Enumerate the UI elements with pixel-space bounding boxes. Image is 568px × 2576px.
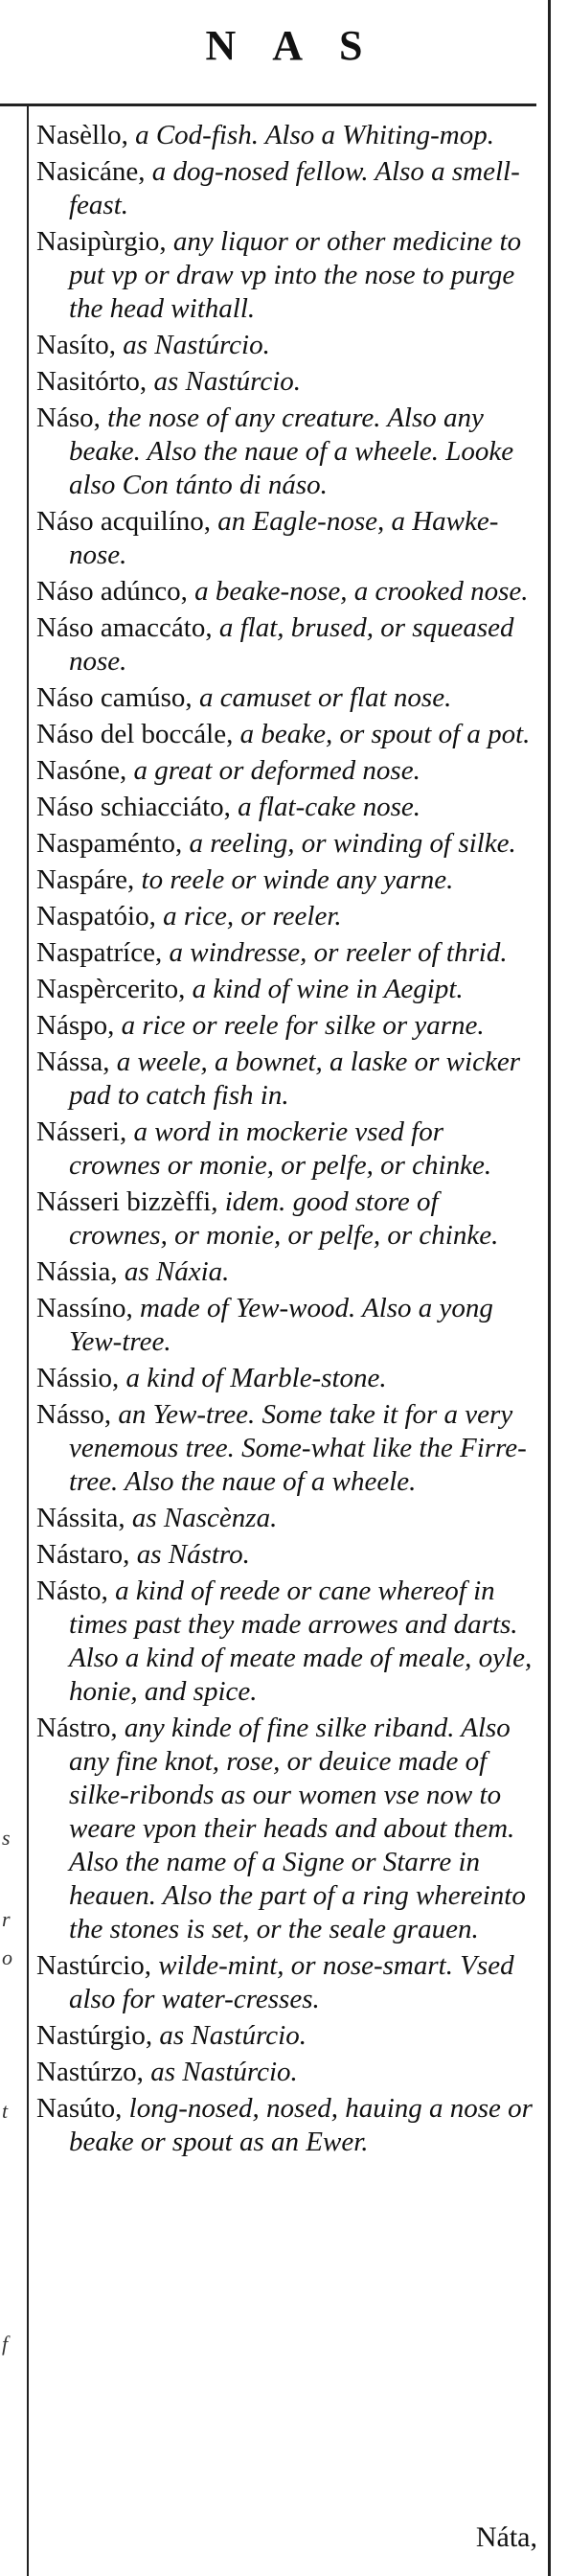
dictionary-entry — [36, 1502, 540, 1535]
entry-headword: Náso del boccále, — [36, 719, 234, 749]
dictionary-entry — [36, 575, 540, 609]
entry-headword: Nasúto, — [36, 2093, 123, 2124]
dictionary-entry — [36, 1538, 540, 1572]
entry-definition: a kind of wine in Aegipt. — [192, 974, 464, 1004]
entry-definition: as Nástro. — [136, 1539, 250, 1570]
entry-headword: Nastúrgio, — [36, 2020, 153, 2051]
entry-headword: Naspáre, — [36, 864, 135, 895]
dictionary-entry — [36, 973, 540, 1006]
entry-definition: a camuset or flat nose. — [198, 682, 452, 713]
dictionary-entry — [36, 505, 540, 572]
entry-definition: a reeling, or winding of silke. — [189, 828, 516, 859]
dictionary-entry — [36, 1712, 540, 1946]
entry-definition: any kinde of fine silke riband. Also any fine knot, rose, or deuice made of silke-ribonds as our women vse now to weare vpon their heads and about them. Also the name of a Signe or Starre in heauen. Also the part of a ring whereinto the stones is set, or the seale grauen. — [69, 1713, 526, 1944]
dictionary-entry — [36, 225, 540, 326]
entry-headword: Násseri bizzèffi, — [36, 1186, 218, 1217]
margin-mark: o — [2, 1945, 12, 1969]
dictionary-entry — [36, 1116, 540, 1183]
dictionary-entry — [36, 1185, 540, 1253]
dictionary-entry — [36, 791, 540, 824]
margin-mark: t — [2, 2099, 9, 2123]
entry-headword: Nástaro, — [36, 1539, 130, 1570]
entry-definition: a beake-nose, a crooked nose. — [194, 576, 529, 607]
entry-headword: Násto, — [36, 1576, 108, 1606]
entry-headword: Náso schiacciáto, — [36, 792, 231, 822]
entry-definition: a rice, or reeler. — [163, 901, 342, 932]
entry-definition: as Nastúrcio. — [159, 2020, 307, 2051]
entry-headword: Náso adúnco, — [36, 576, 188, 607]
entry-definition: a Cod-fish. Also a Whiting-mop. — [135, 120, 494, 150]
entry-definition: a word in mockerie vsed for crownes or monie, or pelfe, or chinke. — [69, 1116, 492, 1181]
header-rule — [0, 104, 536, 106]
entry-headword: Násso, — [36, 1399, 112, 1430]
entry-headword: Nasitórto, — [36, 366, 148, 397]
entry-headword: Nassíno, — [36, 1293, 133, 1323]
page-header — [0, 0, 568, 104]
dictionary-entry — [36, 365, 540, 399]
entry-headword: Náso camúso, — [36, 682, 193, 713]
entry-definition: any liquor or other medicine to put vp or draw vp into the nose to purge the head withall. — [69, 226, 522, 324]
entry-headword: Nasicáne, — [36, 156, 146, 187]
entry-headword: Nástro, — [36, 1713, 118, 1743]
dictionary-entry — [36, 155, 540, 222]
dictionary-entry — [36, 936, 540, 970]
page-title: NAS — [205, 22, 399, 69]
entry-definition: as Nascènza. — [131, 1503, 278, 1533]
entry-definition: as Nastúrcio. — [153, 366, 302, 397]
entry-headword: Nássa, — [36, 1046, 110, 1077]
dictionary-entries — [36, 119, 540, 2162]
dictionary-entry — [36, 1398, 540, 1499]
entry-headword: Nássita, — [36, 1503, 125, 1533]
entry-definition: a flat, brused, or squeased nose. — [69, 612, 514, 677]
dictionary-entry — [36, 827, 540, 861]
column-rule-left — [27, 104, 29, 2576]
entry-definition: as Nastúrcio. — [150, 2057, 298, 2087]
dictionary-entry — [36, 1046, 540, 1113]
entry-definition: wilde-mint, or nose-smart. Vsed also for water-cresses. — [69, 1950, 514, 2014]
entry-headword: Nastúrzo, — [36, 2057, 144, 2087]
margin-mark: s — [2, 1826, 11, 1850]
entry-definition: to reele or winde any yarne. — [141, 864, 454, 895]
dictionary-entry — [36, 900, 540, 933]
dictionary-entry — [36, 681, 540, 715]
entry-definition: a kind of reede or cane whereof in times past they made arrowes and darts. Also a kind of meate made of meale, oyle, honie, and spice. — [69, 1576, 533, 1707]
entry-definition: a beake, or spout of a pot. — [239, 719, 531, 749]
dictionary-entry — [36, 718, 540, 751]
dictionary-entry — [36, 754, 540, 788]
entry-definition: the nose of any creature. Also any beake. Also the naue of a wheele. Looke also Con tánto di náso. — [69, 402, 514, 500]
entry-headword: Násseri, — [36, 1116, 127, 1147]
entry-definition: a great or deformed nose. — [133, 755, 420, 786]
dictionary-entry — [36, 1949, 540, 2016]
dictionary-entry — [36, 2056, 540, 2089]
entry-headword: Náso acquilíno, — [36, 506, 212, 537]
entry-definition: a kind of Marble-stone. — [125, 1363, 387, 1393]
dictionary-entry — [36, 1009, 540, 1043]
entry-headword: Nasóne, — [36, 755, 127, 786]
entry-headword: Nasèllo, — [36, 120, 128, 150]
column-rule-right — [548, 0, 551, 2576]
entry-definition: made of Yew-wood. Also a yong Yew-tree. — [69, 1293, 493, 1357]
entry-definition: an Yew-tree. Some take it for a very venemous tree. Some-what like the Firre-tree. Also the naue of a wheele. — [69, 1399, 527, 1497]
entry-headword: Náspo, — [36, 1010, 115, 1041]
dictionary-entry — [36, 2092, 540, 2159]
entry-headword: Náso, — [36, 402, 101, 433]
entry-headword: Naspèrcerito, — [36, 974, 186, 1004]
entry-definition: long-nosed, nosed, hauing a nose or beake or spout as an Ewer. — [69, 2093, 533, 2157]
entry-definition: as Nastúrcio. — [123, 330, 270, 360]
entry-definition: a rice or reele for silke or yarne. — [121, 1010, 485, 1041]
entry-headword: Nasipùrgio, — [36, 226, 167, 257]
margin-mark: f — [2, 2332, 9, 2356]
entry-headword: Naspatóio, — [36, 901, 156, 932]
margin-mark: r — [2, 1907, 11, 1931]
dictionary-entry — [36, 863, 540, 897]
dictionary-entry — [36, 329, 540, 362]
entry-headword: Nasíto, — [36, 330, 116, 360]
entry-definition: a flat-cake nose. — [238, 792, 421, 822]
dictionary-entry — [36, 1362, 540, 1395]
dictionary-entry — [36, 611, 540, 678]
entry-definition: as Náxia. — [124, 1256, 230, 1287]
entry-definition: a windresse, or reeler of thrid. — [169, 937, 508, 968]
entry-definition: idem. good store of crownes, or monie, or pelfe, or chinke. — [69, 1186, 499, 1251]
entry-headword: Naspaménto, — [36, 828, 183, 859]
entry-headword: Nássio, — [36, 1363, 120, 1393]
entry-headword: Naspatríce, — [36, 937, 163, 968]
dictionary-entry — [36, 1575, 540, 1709]
dictionary-entry — [36, 1255, 540, 1289]
entry-definition: a weele, a bownet, a laske or wicker pad to catch fish in. — [69, 1046, 520, 1111]
dictionary-entry — [36, 402, 540, 502]
catchword: Náta, — [475, 2521, 537, 2553]
dictionary-entry — [36, 2019, 540, 2053]
dictionary-entry — [36, 1292, 540, 1359]
entry-headword: Náso amaccáto, — [36, 612, 213, 643]
entry-definition: an Eagle-nose, a Hawke-nose. — [69, 506, 499, 570]
dictionary-entry — [36, 119, 540, 152]
entry-definition: a dog-nosed fellow. Also a smell-feast. — [69, 156, 520, 220]
entry-headword: Nássia, — [36, 1256, 118, 1287]
entry-headword: Nastúrcio, — [36, 1950, 151, 1981]
